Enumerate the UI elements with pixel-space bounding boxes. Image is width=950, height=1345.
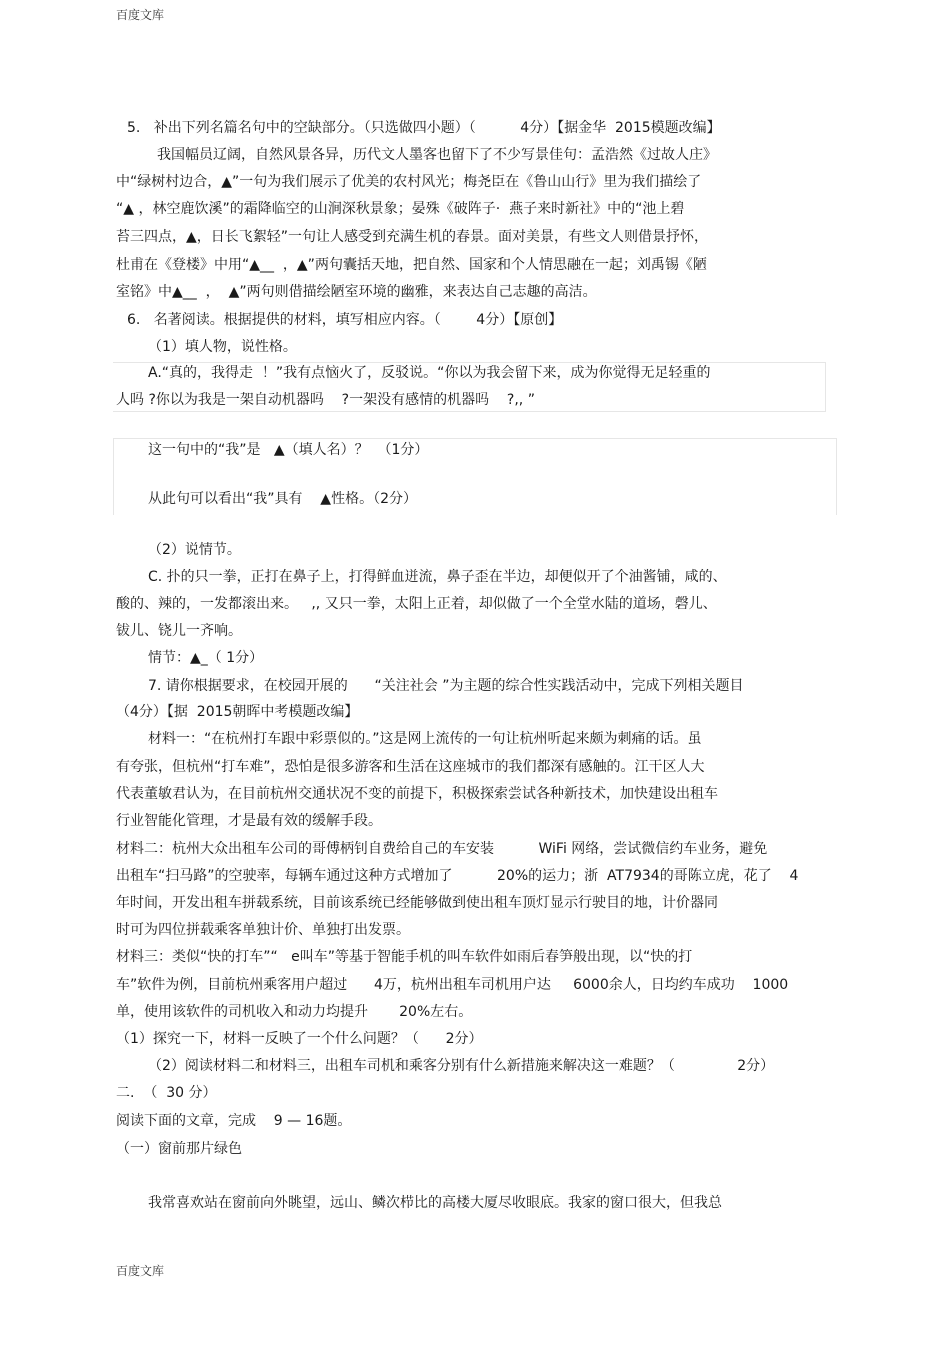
page-footer: 百度文库 — [116, 1264, 165, 1278]
quote-line: A.“真的，我得走 ！”我有点恼火了，反驳说。“你以为我会留下来，成为你觉得无足轻重的 — [148, 365, 711, 381]
paragraph-line: C. 扑的只一拳，正打在鼻子上，打得鲜血迸流，鼻子歪在半边，却便似开了个油酱铺，咸的、 — [148, 569, 727, 585]
sub-question: （2）说情节。 — [148, 542, 241, 558]
page-header: 百度文库 — [116, 8, 165, 22]
paragraph-line: 我常喜欢站在窗前向外眺望，远山、鳞次栉比的高楼大厦尽收眼底。我家的窗口很大，但我总 — [148, 1195, 722, 1211]
paragraph-line: 材料三：类似“快的打车”“ e叫车”等基于智能手机的叫车软件如雨后春笋般出现，以“快的打 — [116, 949, 693, 965]
sub-question: （2）阅读材料二和材料三，出租车司机和乘客分别有什么新措施来解决这一难题？（ 2分） — [148, 1058, 775, 1074]
answer-line: 这一句中的“我”是 ▲（填人名）？ （1分） — [148, 442, 429, 458]
paragraph-line: 室铭》中▲__ ， ▲”两句则借描绘陋室环境的幽雅，来表达自己志趣的高洁。 — [116, 284, 597, 300]
paragraph-line: 代表董敏君认为，在目前杭州交通状况不变的前提下，积极探索尝试各种新技术，加快建设出租车 — [116, 786, 718, 802]
paragraph-line: 苔三四点，▲，日长飞絮轻”一句让人感受到充满生机的春景。面对美景，有些文人则借景抒怀， — [116, 229, 709, 245]
paragraph-line: 材料二：杭州大众出租车公司的哥傅柄钊自费给自己的车安装 WiFi 网络，尝试微信约车业务，避免 — [116, 841, 768, 857]
paragraph-line: 杜甫在《登楼》中用“▲__ ，▲”两句囊括天地，把自然、国家和个人情思融在一起；刘禹锡《陋 — [116, 257, 707, 273]
article-title: （一）窗前那片绿色 — [116, 1141, 242, 1157]
paragraph-line: （4分）【据 2015朝晖中考模题改编】 — [116, 704, 359, 720]
paragraph-line: 中“绿树村边合，▲”一句为我们展示了优美的农村风光；梅尧臣在《鲁山山行》里为我们描绘了 — [116, 174, 702, 190]
question-5-title: 5. 补出下列名篇名句中的空缺部分。（只选做四小题）（ 4分）【据金华 2015模题改编】 — [127, 120, 721, 136]
paragraph-line: 年时间，开发出租车拼载系统，目前该系统已经能够做到使出租车顶灯显示行驶目的地，计价器同 — [116, 895, 718, 911]
paragraph-line: 酸的、辣的，一发都滚出来。 ,, 又只一拳，太阳上正着，却似做了一个全堂水陆的道场，磬儿、 — [116, 596, 717, 612]
answer-line: 从此句可以看出“我”具有 ▲性格。（2分） — [148, 491, 417, 507]
paragraph-line: 时可为四位拼载乘客单独计价、单独打出发票。 — [116, 922, 410, 938]
instruction-line: 阅读下面的文章，完成 9 — 16题。 — [116, 1113, 352, 1129]
paragraph-line: 单，使用该软件的司机收入和动力均提升 20%左右。 — [116, 1004, 473, 1020]
paragraph-line: 材料一：“在杭州打车跟中彩票似的。”这是网上流传的一句让杭州听起来颇为刺痛的话。虽 — [148, 731, 702, 747]
paragraph-line: 行业智能化管理，才是最有效的缓解手段。 — [116, 813, 382, 829]
paragraph-line: “▲ ，林空鹿饮溪”的霜降临空的山涧深秋景象；晏殊《破阵子· 燕子来时新社》中的“池上碧 — [116, 201, 685, 217]
question-7-title: 7. 请你根据要求，在校园开展的 “关注社会 ”为主题的综合性实践活动中，完成下列相关题目 — [148, 678, 744, 694]
answer-line: 情节：▲_（ 1分） — [148, 650, 264, 666]
question-6-title: 6. 名著阅读。根据提供的材料，填写相应内容。（ 4分）【原创】 — [127, 312, 563, 328]
paragraph-line: 钹儿、铙儿一齐响。 — [116, 623, 242, 639]
paragraph-line: 车”软件为例，目前杭州乘客用户超过 4万，杭州出租车司机用户达 6000余人，日均约车成功 1000 — [116, 977, 789, 993]
quote-line: 人吗 ?你以为我是一架自动机器吗 ?一架没有感情的机器吗 ?,, ” — [116, 392, 535, 408]
paragraph-line: 有夸张，但杭州“打车难”，恐怕是很多游客和生活在这座城市的我们都深有感触的。江干区人大 — [116, 759, 705, 775]
paragraph-line: 我国幅员辽阔，自然风景各异，历代文人墨客也留下了不少写景佳句：孟浩然《过故人庄》 — [157, 147, 717, 163]
sub-question: （1）探究一下，材料一反映了一个什么问题？（ 2分） — [116, 1031, 483, 1047]
paragraph-line: 出租车“扫马路”的空驶率，每辆车通过这种方式增加了 20%的运力；浙 AT7934的哥陈立虎，花了 4 — [116, 868, 799, 884]
sub-question: （1）填人物，说性格。 — [148, 339, 297, 355]
section-title: 二. （ 30 分） — [116, 1085, 217, 1101]
